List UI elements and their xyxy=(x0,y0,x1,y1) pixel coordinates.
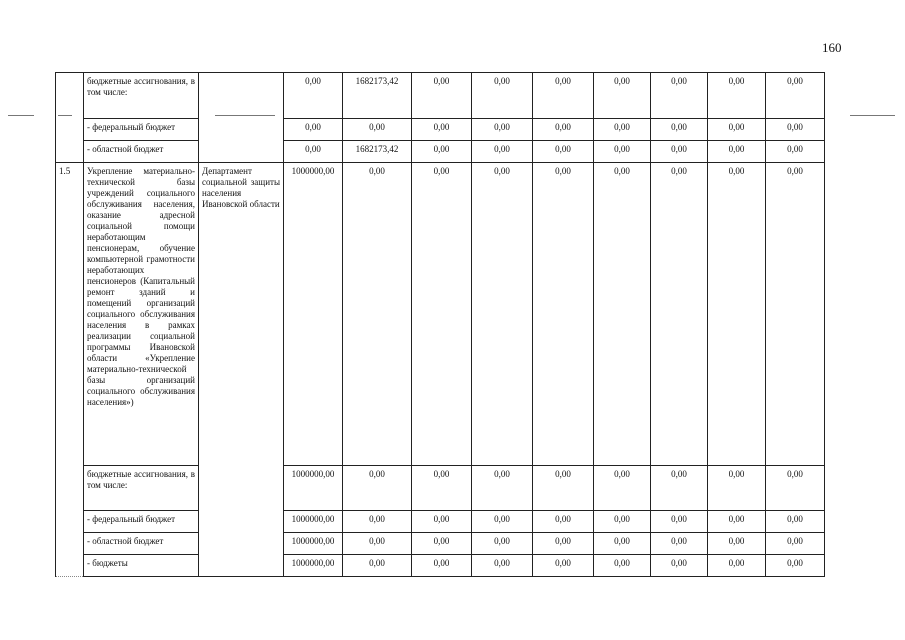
value-cell: 0,00 xyxy=(343,163,412,466)
value-cell: 0,00 xyxy=(708,141,766,163)
value-cell: 0,00 xyxy=(533,555,594,577)
value-cell: 0,00 xyxy=(412,511,472,533)
value-cell: 0,00 xyxy=(594,511,651,533)
value-cell: 0,00 xyxy=(766,555,825,577)
value-cell: 0,00 xyxy=(343,533,412,555)
table-row xyxy=(56,141,825,163)
value-cell: 0,00 xyxy=(533,163,594,466)
budget-table xyxy=(55,72,825,577)
value-cell: 0,00 xyxy=(472,511,533,533)
value-cell: 0,00 xyxy=(472,555,533,577)
value-cell: 0,00 xyxy=(766,73,825,119)
value-cell: 0,00 xyxy=(651,73,708,119)
value-cell: 0,00 xyxy=(651,466,708,511)
row-label: - областной бюджет xyxy=(84,533,199,555)
table-row xyxy=(56,119,825,141)
value-cell: 0,00 xyxy=(343,555,412,577)
value-cell: 1682173,42 xyxy=(343,73,412,119)
value-cell: 1682173,42 xyxy=(343,141,412,163)
value-cell: 0,00 xyxy=(533,533,594,555)
value-cell: 1000000,00 xyxy=(284,163,343,466)
value-cell: 0,00 xyxy=(284,73,343,119)
value-cell: 0,00 xyxy=(533,466,594,511)
value-cell: 0,00 xyxy=(343,511,412,533)
value-cell: 0,00 xyxy=(766,511,825,533)
value-cell: 1000000,00 xyxy=(284,555,343,577)
value-cell: 0,00 xyxy=(472,466,533,511)
value-cell: 0,00 xyxy=(284,141,343,163)
value-cell: 0,00 xyxy=(708,119,766,141)
value-cell: 0,00 xyxy=(412,466,472,511)
value-cell: 0,00 xyxy=(708,555,766,577)
value-cell: 0,00 xyxy=(594,163,651,466)
value-cell: 0,00 xyxy=(472,73,533,119)
value-cell: 0,00 xyxy=(594,466,651,511)
table-row xyxy=(56,511,825,533)
value-cell: 0,00 xyxy=(412,555,472,577)
value-cell: 0,00 xyxy=(412,73,472,119)
value-cell: 0,00 xyxy=(472,141,533,163)
row-executor xyxy=(199,73,284,163)
value-cell: 0,00 xyxy=(533,511,594,533)
value-cell: 0,00 xyxy=(708,163,766,466)
row-number: 1.5 xyxy=(56,163,84,577)
row-executor: Департамент социальной защиты населения Ивановской области xyxy=(199,163,284,577)
value-cell: 1000000,00 xyxy=(284,533,343,555)
value-cell: 0,00 xyxy=(284,119,343,141)
row-label: бюджетные ассигнования, в том числе: xyxy=(84,466,199,511)
value-cell: 0,00 xyxy=(651,555,708,577)
value-cell: 0,00 xyxy=(651,533,708,555)
page-number: 160 xyxy=(822,40,842,55)
value-cell: 0,00 xyxy=(472,163,533,466)
value-cell: 0,00 xyxy=(766,466,825,511)
table-row xyxy=(56,163,825,466)
value-cell: 0,00 xyxy=(412,533,472,555)
value-cell: 0,00 xyxy=(594,119,651,141)
value-cell: 0,00 xyxy=(472,533,533,555)
value-cell: 0,00 xyxy=(533,141,594,163)
value-cell: 0,00 xyxy=(412,163,472,466)
value-cell: 0,00 xyxy=(343,466,412,511)
value-cell: 0,00 xyxy=(412,141,472,163)
value-cell: 1000000,00 xyxy=(284,466,343,511)
scan-mark xyxy=(850,115,895,116)
table-row xyxy=(56,466,825,511)
value-cell: 0,00 xyxy=(766,141,825,163)
row-label: - федеральный бюджет xyxy=(84,119,199,141)
value-cell: 0,00 xyxy=(533,119,594,141)
value-cell: 0,00 xyxy=(708,533,766,555)
table-row xyxy=(56,555,825,577)
value-cell: 0,00 xyxy=(766,533,825,555)
value-cell: 0,00 xyxy=(651,141,708,163)
value-cell: 0,00 xyxy=(651,119,708,141)
table-row xyxy=(56,533,825,555)
row-label: - бюджеты xyxy=(84,555,199,577)
scan-mark xyxy=(8,115,34,116)
row-label: - областной бюджет xyxy=(84,141,199,163)
value-cell: 0,00 xyxy=(594,533,651,555)
value-cell: 0,00 xyxy=(533,73,594,119)
value-cell: 0,00 xyxy=(766,119,825,141)
row-label: - федеральный бюджет xyxy=(84,511,199,533)
value-cell: 0,00 xyxy=(651,163,708,466)
row-label: бюджетные ассигнования, в том числе: xyxy=(84,73,199,119)
value-cell: 0,00 xyxy=(412,119,472,141)
table-row xyxy=(56,73,825,119)
value-cell: 0,00 xyxy=(708,73,766,119)
value-cell: 0,00 xyxy=(472,119,533,141)
value-cell: 0,00 xyxy=(343,119,412,141)
value-cell: 0,00 xyxy=(594,141,651,163)
value-cell: 0,00 xyxy=(708,511,766,533)
row-number xyxy=(56,73,84,163)
value-cell: 0,00 xyxy=(594,73,651,119)
value-cell: 0,00 xyxy=(708,466,766,511)
value-cell: 0,00 xyxy=(594,555,651,577)
value-cell: 0,00 xyxy=(766,163,825,466)
value-cell: 1000000,00 xyxy=(284,511,343,533)
value-cell: 0,00 xyxy=(651,511,708,533)
row-label: Укрепление материально-технической базы учреждений социального обслуживания населения, оказание адресной социальной помощи неработающим пенсионерам, обучение компьютерной грамотности неработающих пенсионеров (Капитальный ремонт зданий и помещений организаций социального обслуживания населения в рамках реализации социальной программы Ивановской области «Укрепление материально-технической базы организаций социального обслуживания населения») xyxy=(84,163,199,466)
